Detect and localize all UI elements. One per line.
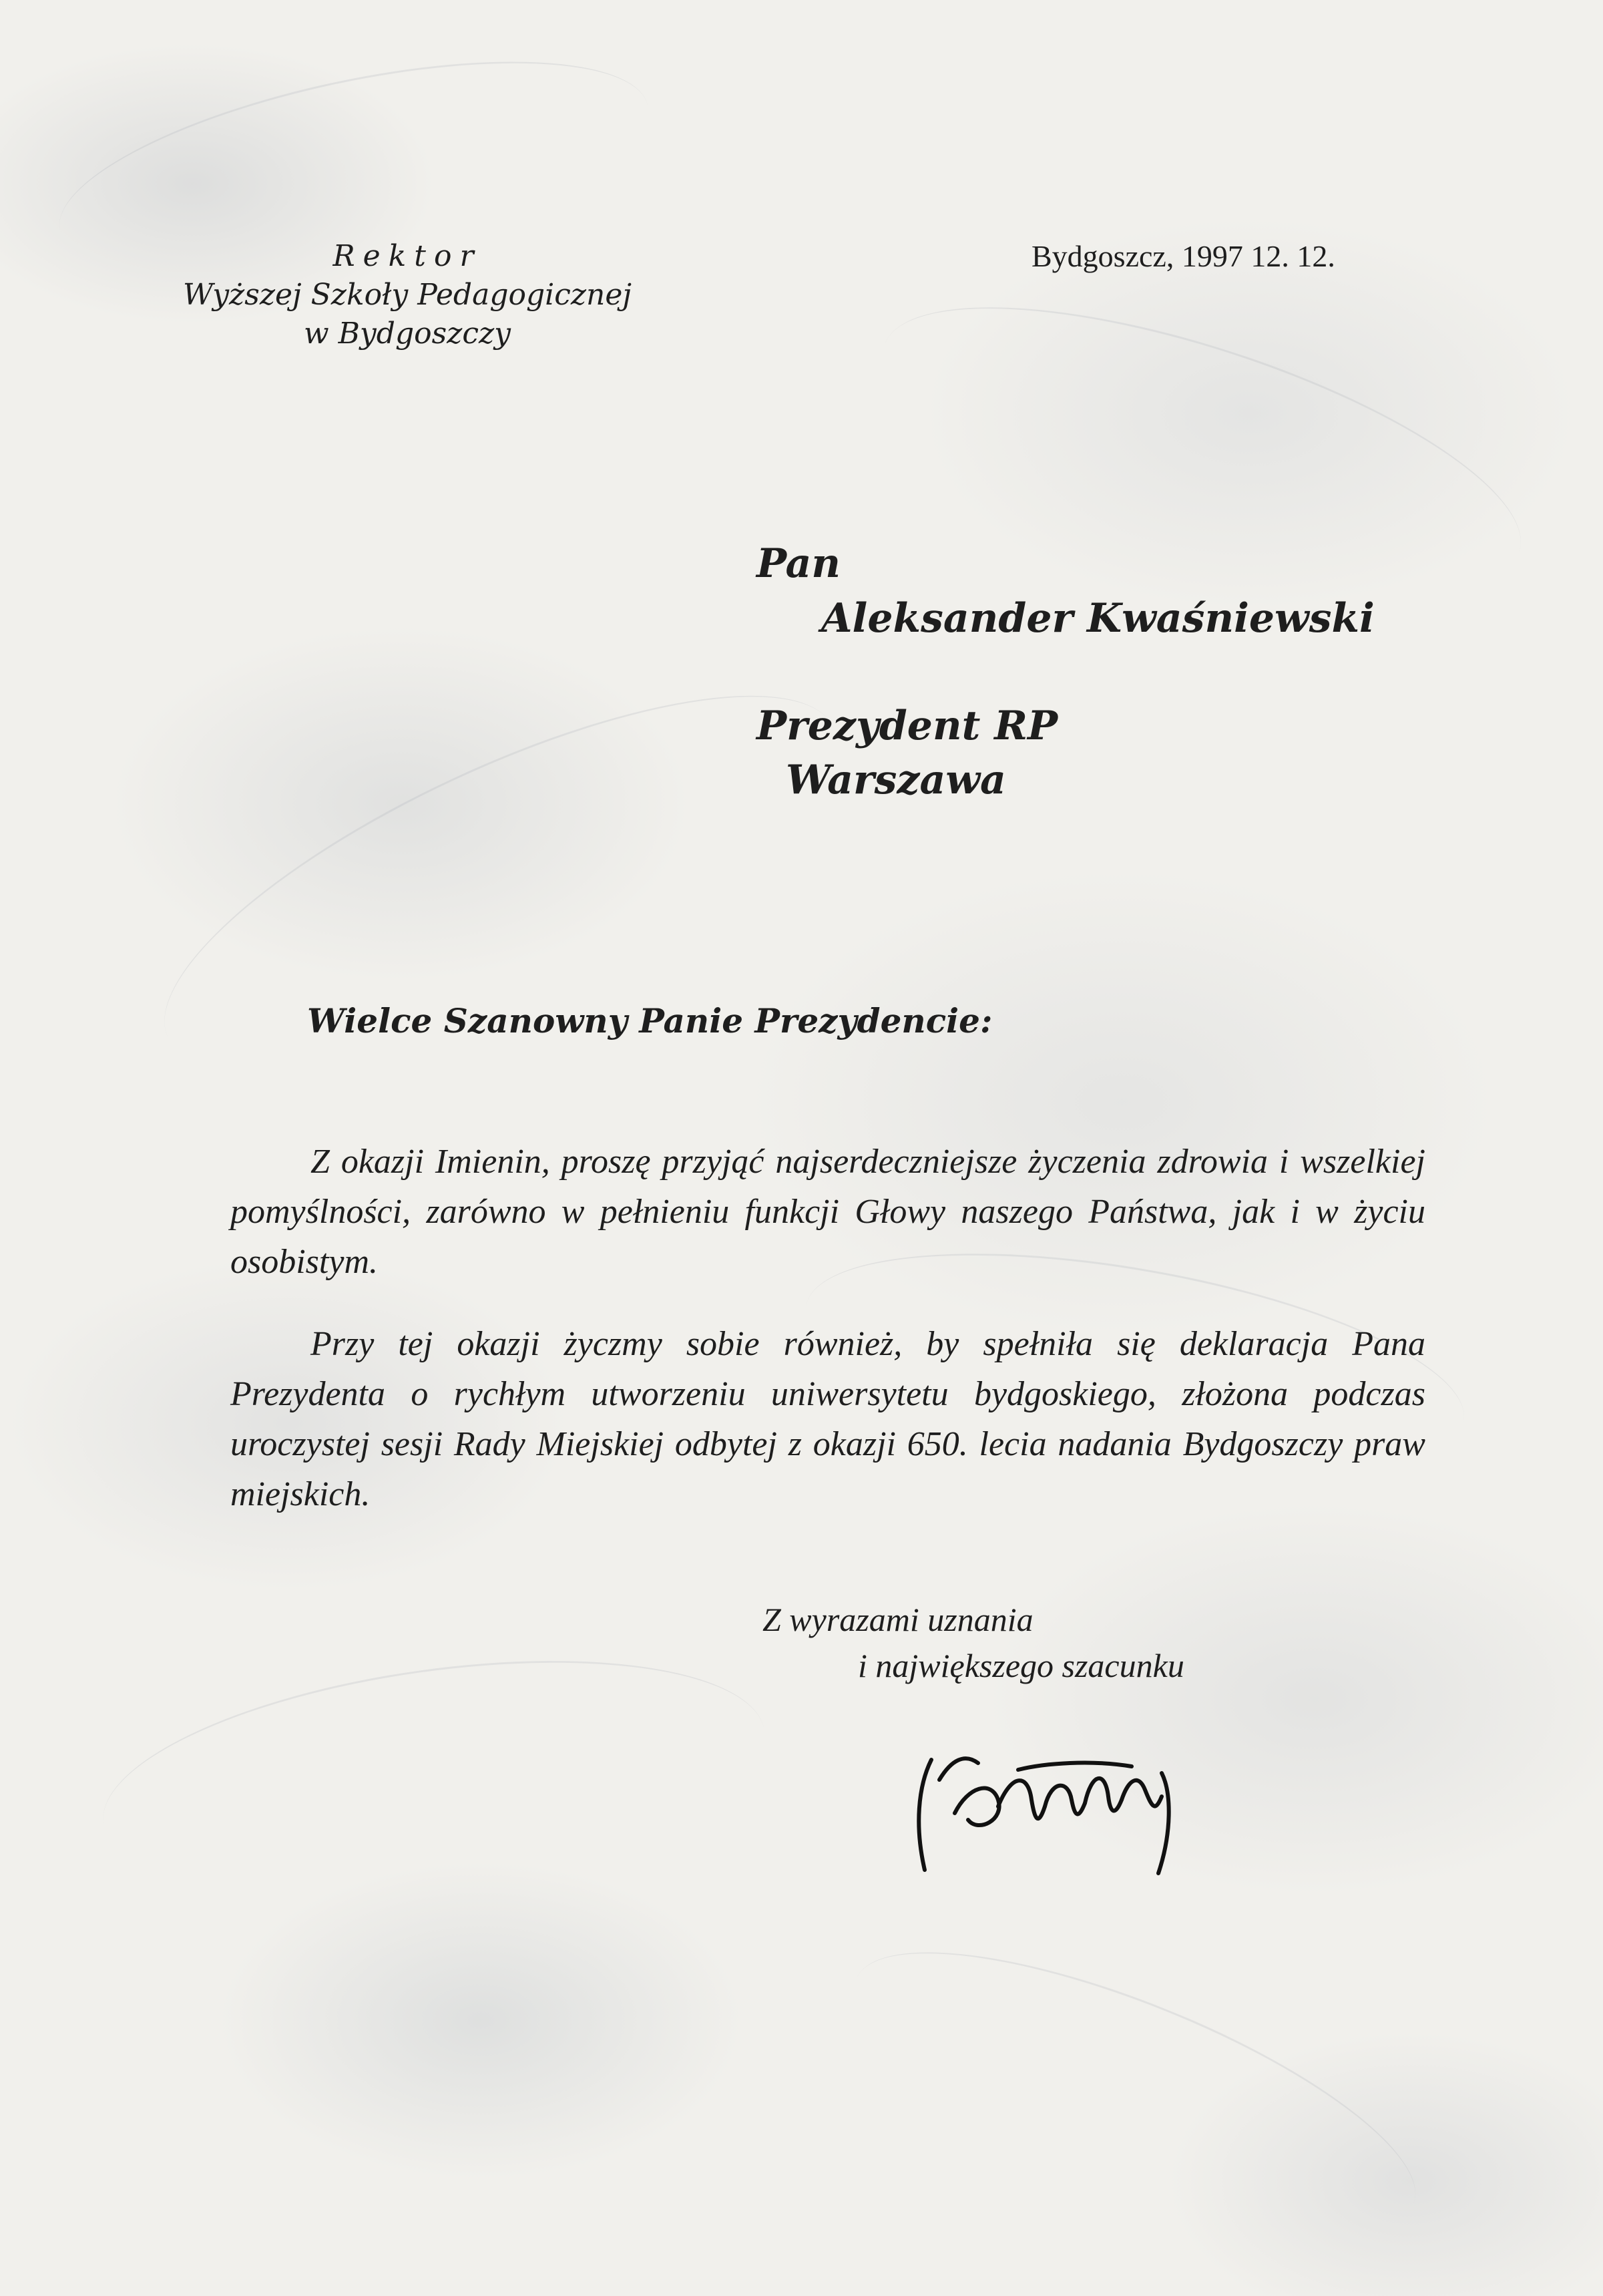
letterhead-title: Rektor bbox=[332, 239, 482, 273]
letterhead-institution: Wyższej Szkoły Pedagogicznej bbox=[182, 278, 632, 312]
paper-vein bbox=[824, 1897, 1447, 2285]
signature-stroke bbox=[955, 1788, 999, 1825]
signature-stroke bbox=[1122, 1780, 1162, 1806]
signature-stroke bbox=[998, 1780, 1045, 1819]
signature-stroke bbox=[1085, 1778, 1122, 1811]
body-paragraph-1: Z okazji Imienin, proszę przyjąć najserdeczniejsze życzenia zdrowia i wszelkiej pomyślności, zarówno w pełnieniu funkcji Głowy naszego Państwa, jak i w życiu osobistym. bbox=[230, 1143, 1425, 1281]
handwritten-signature bbox=[905, 1733, 1198, 1880]
salutation: Wielce Szanowny Panie Prezydencie: bbox=[307, 1001, 993, 1040]
signature-stroke bbox=[1018, 1763, 1132, 1770]
recipient-title: Prezydent RP bbox=[756, 703, 1058, 749]
recipient-name: Aleksander Kwaśniewski bbox=[821, 595, 1375, 642]
paper-vein bbox=[853, 249, 1551, 648]
signature-stroke bbox=[1045, 1786, 1085, 1814]
recipient-city: Warszawa bbox=[786, 757, 1006, 803]
paper-vein bbox=[88, 1624, 779, 1931]
recipient-prefix: Pan bbox=[756, 540, 841, 587]
body-paragraph-2: Przy tej okazji życzmy sobie również, by spełniła się deklaracja Pana Prezydenta o rychłym utworzeniu uniwersytetu bydgoskiego, złożona podczas uroczystej sesji Rady Miejskiej odbytej z okazji 650. lecia nadania Bydgoszczy praw miejskich. bbox=[230, 1325, 1425, 1513]
paper-vein bbox=[120, 624, 882, 1142]
letter-date: Bydgoszcz, 1997 12. 12. bbox=[1032, 239, 1335, 273]
letterhead bbox=[107, 237, 708, 353]
signature-stroke bbox=[939, 1758, 978, 1780]
closing-line-1: Z wyrazami uznania bbox=[762, 1601, 1034, 1638]
closing-line-2: i największego szacunku bbox=[858, 1647, 1184, 1684]
signature-stroke bbox=[1158, 1773, 1169, 1873]
letterhead-city: w Bydgoszczy bbox=[303, 317, 511, 351]
signature-stroke bbox=[919, 1760, 931, 1870]
